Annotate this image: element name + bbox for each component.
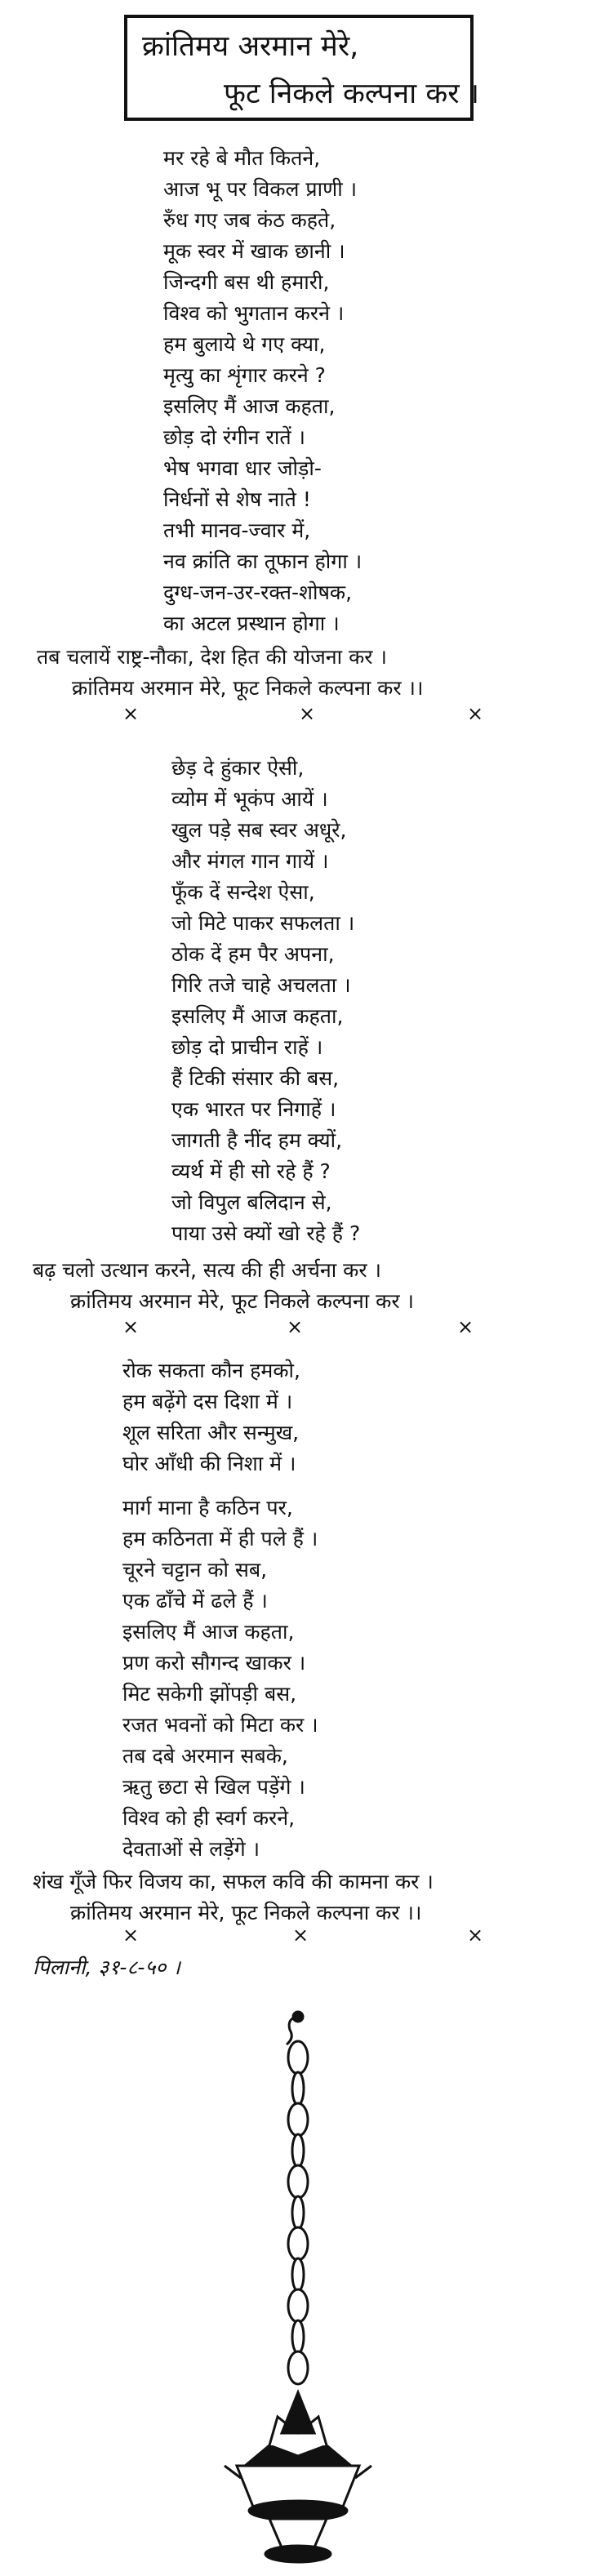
separator-mark: × (122, 1315, 140, 1338)
verse-line: दुग्ध-जन-उर-रक्त-शोषक, (163, 581, 353, 604)
verse-line: मृत्यु का शृंगार करने ? (163, 363, 326, 387)
verse-line: हैं टिकी संसार की बस, (171, 1066, 340, 1090)
refrain-line: क्रांतिमय अरमान मेरे, फूट निकले कल्पना कर ।। (72, 676, 424, 700)
stanza-3a (122, 1355, 300, 1479)
verse-line: ऋतु छटा से खिल पड़ेंगे । (122, 1775, 305, 1799)
verse-line: जो मिटे पाकर सफलता । (171, 911, 355, 935)
stanza-3b (122, 1493, 318, 1865)
verse-line: इसलिए मैं आज कहता, (122, 1620, 295, 1644)
stanza-1 (163, 143, 362, 639)
verse-line: तभी मानव-ज्वार में, (163, 518, 311, 542)
refrain-line: तब चलायें राष्ट्र-नौका, देश हित की योजना कर । (37, 645, 387, 669)
separator-mark: × (467, 702, 484, 725)
hanging-lamp-icon (220, 2009, 376, 2572)
separator-mark: × (287, 1315, 304, 1338)
verse-line: रुँध गए जब कंठ कहते, (163, 208, 336, 232)
verse-line: छेड़ दे हुंकार ऐसी, (171, 756, 305, 780)
verse-line: का अटल प्रस्थान होगा । (163, 612, 340, 635)
refrain-line: बढ़ चलो उत्थान करने, सत्य की ही अर्चना कर । (33, 1258, 381, 1282)
verse-line: व्यर्थ में ही सो रहे हैं ? (171, 1159, 331, 1183)
verse-line: विश्व को भुगतान करने । (163, 301, 345, 325)
refrain-line: क्रांतिमय अरमान मेरे, फूट निकले कल्पना कर ।। (70, 1901, 422, 1924)
verse-line: हम बुलाये थे गए क्या, (163, 332, 326, 356)
verse-line: निर्धनों से शेष नाते ! (163, 487, 311, 511)
separator-mark: × (457, 1315, 474, 1338)
verse-line: छोड़ दो प्राचीन राहें । (171, 1035, 323, 1059)
verse-line: पाया उसे क्यों खो रहे हैं ? (171, 1221, 361, 1245)
separator-mark: × (122, 1924, 140, 1946)
verse-line: जिन्दगी बस थी हमारी, (163, 270, 330, 294)
verse-line: जागती है नींद हम क्यों, (171, 1128, 343, 1152)
verse-line: मार्ग माना है कठिन पर, (122, 1496, 293, 1519)
verse-line: देवताओं से लड़ेंगे । (122, 1837, 260, 1861)
verse-line: रोक सकता कौन हमको, (122, 1359, 300, 1382)
refrain-line: शंख गूँजे फिर विजय का, सफल कवि की कामना कर । (33, 1870, 434, 1893)
verse-line: प्रण करो सौगन्द खाकर । (122, 1651, 306, 1675)
verse-line: तब दबे अरमान सबके, (122, 1744, 288, 1768)
verse-line: रजत भवनों को मिटा कर । (122, 1713, 318, 1737)
verse-line: फूँक दें सन्देश ऐसा, (171, 880, 315, 904)
signoff: पिलानी, ३१-८-५० । (33, 1955, 180, 1979)
verse-line: छोड़ दो रंगीन रातें । (163, 425, 305, 449)
verse-line: भेष भगवा धार जोड़ो- (163, 456, 322, 480)
title-box (124, 15, 479, 121)
verse-line: जो विपुल बलिदान से, (171, 1190, 332, 1214)
verse-line: इसलिए मैं आज कहता, (163, 394, 336, 418)
verse-line: घोर आँधी की निशा में । (122, 1452, 296, 1475)
verse-line: चूरने चट्टान को सब, (122, 1558, 268, 1582)
verse-line: इसलिए मैं आज कहता, (171, 1004, 344, 1028)
verse-line: मूक स्वर में खाक छानी । (163, 239, 345, 263)
separator-mark: × (122, 702, 140, 725)
title-line-1: क्रांतिमय अरमान मेरे, (142, 30, 359, 63)
verse-line: व्योम में भूकंप आयें । (171, 787, 328, 811)
verse-line: शूल सरिता और सन्मुख, (122, 1421, 300, 1444)
verse-line: मर रहे बे मौत कितने, (163, 146, 321, 170)
separator-mark: × (299, 702, 316, 725)
verse-line: हम कठिनता में ही पले हैं । (122, 1527, 318, 1550)
verse-line: विश्व को ही स्वर्ग करने, (122, 1806, 296, 1830)
verse-line: नव क्रांति का तूफान होगा । (163, 549, 362, 573)
verse-line: एक ढाँचे में ढले हैं । (122, 1589, 268, 1613)
verse-line: मिट सकेगी झोंपड़ी बस, (122, 1682, 297, 1706)
verse-line: गिरि तजे चाहे अचलता । (171, 973, 351, 997)
separator-mark: × (467, 1924, 484, 1946)
stanza-2 (171, 753, 360, 1249)
separator-mark: × (292, 1924, 309, 1946)
verse-line: आज भू पर विकल प्राणी । (163, 177, 358, 201)
verse-line: और मंगल गान गायें । (171, 849, 329, 873)
title-line-2: फूट निकले कल्पना कर । (224, 78, 479, 110)
verse-line: खुल पड़े सब स्वर अधूरे, (171, 818, 347, 842)
verse-line: हम बढ़ेंगे दस दिशा में । (122, 1390, 293, 1413)
verse-line: ठोक दें हम पैर अपना, (171, 942, 335, 966)
refrain-line: क्रांतिमय अरमान मेरे, फूट निकले कल्पना कर । (70, 1289, 414, 1313)
verse-line: एक भारत पर निगाहें । (171, 1097, 336, 1121)
